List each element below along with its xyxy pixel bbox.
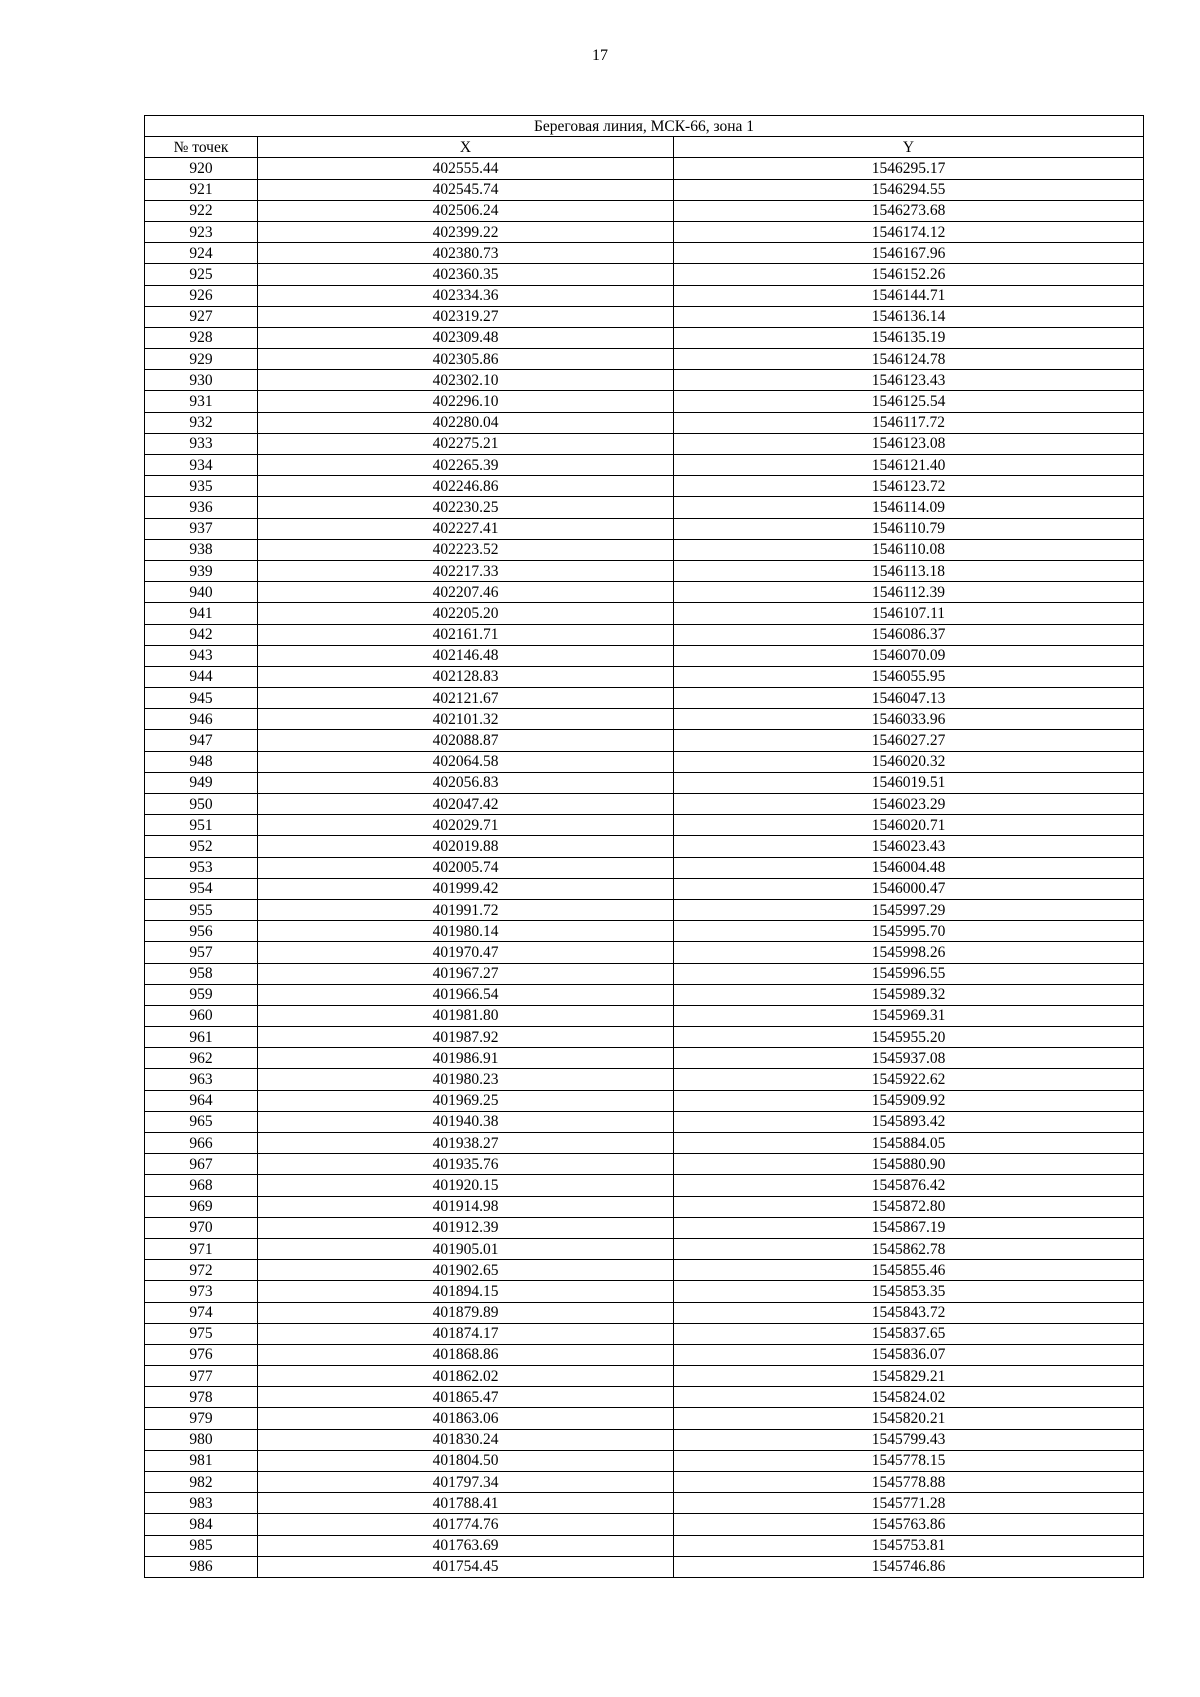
- table-row: [145, 1069, 1144, 1090]
- table-row: [145, 306, 1144, 327]
- y-cell: 1545989.32: [674, 984, 1144, 1005]
- x-cell: 402506.24: [258, 200, 674, 221]
- y-cell: 1545853.35: [674, 1281, 1144, 1302]
- table-row: [145, 836, 1144, 857]
- x-cell: 401754.45: [258, 1556, 674, 1577]
- point-number-cell: 953: [145, 857, 258, 878]
- point-number-cell: 948: [145, 751, 258, 772]
- x-cell: 401879.89: [258, 1302, 674, 1323]
- point-number-cell: 986: [145, 1556, 258, 1577]
- y-cell: 1545909.92: [674, 1090, 1144, 1111]
- table-row: [145, 200, 1144, 221]
- table-row: [145, 942, 1144, 963]
- column-header-point-number: № точек: [145, 137, 258, 158]
- x-cell: 402064.58: [258, 751, 674, 772]
- y-cell: 1546086.37: [674, 624, 1144, 645]
- point-number-cell: 979: [145, 1408, 258, 1429]
- y-cell: 1546020.71: [674, 815, 1144, 836]
- x-cell: 402047.42: [258, 794, 674, 815]
- x-cell: 401912.39: [258, 1217, 674, 1238]
- point-number-cell: 932: [145, 412, 258, 433]
- point-number-cell: 936: [145, 497, 258, 518]
- point-number-cell: 925: [145, 264, 258, 285]
- x-cell: 402121.67: [258, 688, 674, 709]
- point-number-cell: 926: [145, 285, 258, 306]
- point-number-cell: 981: [145, 1450, 258, 1471]
- point-number-cell: 930: [145, 370, 258, 391]
- point-number-cell: 922: [145, 200, 258, 221]
- y-cell: 1546107.11: [674, 603, 1144, 624]
- y-cell: 1545996.55: [674, 963, 1144, 984]
- x-cell: 401804.50: [258, 1450, 674, 1471]
- table-row: [145, 645, 1144, 666]
- x-cell: 401980.23: [258, 1069, 674, 1090]
- y-cell: 1545778.88: [674, 1472, 1144, 1493]
- table-row: [145, 412, 1144, 433]
- x-cell: 402360.35: [258, 264, 674, 285]
- x-cell: 402217.33: [258, 560, 674, 581]
- table-row: [145, 1302, 1144, 1323]
- y-cell: 1546004.48: [674, 857, 1144, 878]
- table-row: [145, 1323, 1144, 1344]
- point-number-cell: 982: [145, 1472, 258, 1493]
- y-cell: 1545969.31: [674, 1005, 1144, 1026]
- table-row: [145, 1111, 1144, 1132]
- y-cell: 1546027.27: [674, 730, 1144, 751]
- table-row: [145, 1175, 1144, 1196]
- column-header-x: X: [258, 137, 674, 158]
- table-row: [145, 476, 1144, 497]
- table-row: [145, 666, 1144, 687]
- x-cell: 402019.88: [258, 836, 674, 857]
- point-number-cell: 937: [145, 518, 258, 539]
- point-number-cell: 975: [145, 1323, 258, 1344]
- point-number-cell: 950: [145, 794, 258, 815]
- point-number-cell: 973: [145, 1281, 258, 1302]
- table-row: [145, 497, 1144, 518]
- point-number-cell: 965: [145, 1111, 258, 1132]
- table-row: [145, 1387, 1144, 1408]
- table-row: [145, 899, 1144, 920]
- x-cell: 401940.38: [258, 1111, 674, 1132]
- y-cell: 1546294.55: [674, 179, 1144, 200]
- y-cell: 1545753.81: [674, 1535, 1144, 1556]
- x-cell: 401894.15: [258, 1281, 674, 1302]
- table-row: [145, 1154, 1144, 1175]
- x-cell: 401902.65: [258, 1260, 674, 1281]
- table-row: [145, 1238, 1144, 1259]
- table-row: [145, 1366, 1144, 1387]
- y-cell: 1545778.15: [674, 1450, 1144, 1471]
- table-title: Береговая линия, МСК-66, зона 1: [145, 116, 1144, 137]
- point-number-cell: 984: [145, 1514, 258, 1535]
- x-cell: 402246.86: [258, 476, 674, 497]
- y-cell: 1545998.26: [674, 942, 1144, 963]
- y-cell: 1546125.54: [674, 391, 1144, 412]
- page-number: 17: [592, 47, 608, 64]
- table-row: [145, 1514, 1144, 1535]
- point-number-cell: 961: [145, 1027, 258, 1048]
- y-cell: 1546121.40: [674, 455, 1144, 476]
- y-cell: 1545955.20: [674, 1027, 1144, 1048]
- point-number-cell: 927: [145, 306, 258, 327]
- table-row: [145, 794, 1144, 815]
- x-cell: 401905.01: [258, 1238, 674, 1259]
- table-row: [145, 264, 1144, 285]
- x-cell: 401966.54: [258, 984, 674, 1005]
- table-row: [145, 560, 1144, 581]
- y-cell: 1545922.62: [674, 1069, 1144, 1090]
- x-cell: 402161.71: [258, 624, 674, 645]
- x-cell: 402230.25: [258, 497, 674, 518]
- x-cell: 402545.74: [258, 179, 674, 200]
- y-cell: 1546114.09: [674, 497, 1144, 518]
- y-cell: 1546152.26: [674, 264, 1144, 285]
- point-number-cell: 943: [145, 645, 258, 666]
- table-row: [145, 391, 1144, 412]
- x-cell: 402334.36: [258, 285, 674, 306]
- y-cell: 1546113.18: [674, 560, 1144, 581]
- y-cell: 1545824.02: [674, 1387, 1144, 1408]
- x-cell: 402088.87: [258, 730, 674, 751]
- point-number-cell: 977: [145, 1366, 258, 1387]
- y-cell: 1545995.70: [674, 921, 1144, 942]
- y-cell: 1545862.78: [674, 1238, 1144, 1259]
- x-cell: 402101.32: [258, 709, 674, 730]
- table-row: [145, 624, 1144, 645]
- point-number-cell: 956: [145, 921, 258, 942]
- y-cell: 1546273.68: [674, 200, 1144, 221]
- point-number-cell: 958: [145, 963, 258, 984]
- x-cell: 401970.47: [258, 942, 674, 963]
- x-cell: 402029.71: [258, 815, 674, 836]
- x-cell: 401986.91: [258, 1048, 674, 1069]
- x-cell: 402380.73: [258, 243, 674, 264]
- table-row: [145, 433, 1144, 454]
- x-cell: 402309.48: [258, 327, 674, 348]
- x-cell: 401763.69: [258, 1535, 674, 1556]
- y-cell: 1546055.95: [674, 666, 1144, 687]
- x-cell: 401868.86: [258, 1344, 674, 1365]
- point-number-cell: 947: [145, 730, 258, 751]
- point-number-cell: 928: [145, 327, 258, 348]
- y-cell: 1545884.05: [674, 1133, 1144, 1154]
- y-cell: 1545771.28: [674, 1493, 1144, 1514]
- point-number-cell: 946: [145, 709, 258, 730]
- point-number-cell: 971: [145, 1238, 258, 1259]
- point-number-cell: 960: [145, 1005, 258, 1026]
- y-cell: 1546110.79: [674, 518, 1144, 539]
- y-cell: 1546019.51: [674, 772, 1144, 793]
- table-row: [145, 857, 1144, 878]
- y-cell: 1545867.19: [674, 1217, 1144, 1238]
- table-row: [145, 1048, 1144, 1069]
- point-number-cell: 964: [145, 1090, 258, 1111]
- x-cell: 401863.06: [258, 1408, 674, 1429]
- point-number-cell: 985: [145, 1535, 258, 1556]
- point-number-cell: 949: [145, 772, 258, 793]
- y-cell: 1546123.08: [674, 433, 1144, 454]
- point-number-cell: 939: [145, 560, 258, 581]
- y-cell: 1546144.71: [674, 285, 1144, 306]
- x-cell: 401938.27: [258, 1133, 674, 1154]
- point-number-cell: 976: [145, 1344, 258, 1365]
- table-row: [145, 984, 1144, 1005]
- point-number-cell: 972: [145, 1260, 258, 1281]
- y-cell: 1545893.42: [674, 1111, 1144, 1132]
- point-number-cell: 969: [145, 1196, 258, 1217]
- point-number-cell: 978: [145, 1387, 258, 1408]
- x-cell: 402319.27: [258, 306, 674, 327]
- table-row: [145, 1535, 1144, 1556]
- table-row: [145, 243, 1144, 264]
- table-row: [145, 603, 1144, 624]
- point-number-cell: 980: [145, 1429, 258, 1450]
- point-number-cell: 920: [145, 158, 258, 179]
- y-cell: 1546295.17: [674, 158, 1144, 179]
- x-cell: 402296.10: [258, 391, 674, 412]
- table-row: [145, 730, 1144, 751]
- x-cell: 401874.17: [258, 1323, 674, 1344]
- y-cell: 1545876.42: [674, 1175, 1144, 1196]
- point-number-cell: 929: [145, 349, 258, 370]
- x-cell: 402399.22: [258, 221, 674, 242]
- y-cell: 1546047.13: [674, 688, 1144, 709]
- y-cell: 1546023.43: [674, 836, 1144, 857]
- x-cell: 401999.42: [258, 878, 674, 899]
- table-row: [145, 1344, 1144, 1365]
- y-cell: 1546070.09: [674, 645, 1144, 666]
- table-row: [145, 1281, 1144, 1302]
- point-number-cell: 968: [145, 1175, 258, 1196]
- table-row: [145, 815, 1144, 836]
- table-row: [145, 179, 1144, 200]
- point-number-cell: 942: [145, 624, 258, 645]
- table-row: [145, 1429, 1144, 1450]
- x-cell: 402555.44: [258, 158, 674, 179]
- y-cell: 1546174.12: [674, 221, 1144, 242]
- y-cell: 1545829.21: [674, 1366, 1144, 1387]
- y-cell: 1546112.39: [674, 582, 1144, 603]
- x-cell: 401865.47: [258, 1387, 674, 1408]
- y-cell: 1546117.72: [674, 412, 1144, 433]
- point-number-cell: 983: [145, 1493, 258, 1514]
- table-row: [145, 921, 1144, 942]
- x-cell: 402128.83: [258, 666, 674, 687]
- point-number-cell: 944: [145, 666, 258, 687]
- x-cell: 402207.46: [258, 582, 674, 603]
- x-cell: 402205.20: [258, 603, 674, 624]
- x-cell: 401987.92: [258, 1027, 674, 1048]
- x-cell: 402265.39: [258, 455, 674, 476]
- point-number-cell: 963: [145, 1069, 258, 1090]
- table-body: [145, 158, 1144, 1578]
- table-row: [145, 1027, 1144, 1048]
- table-row: [145, 878, 1144, 899]
- table-row: [145, 327, 1144, 348]
- point-number-cell: 945: [145, 688, 258, 709]
- table-row: [145, 709, 1144, 730]
- table-row: [145, 1217, 1144, 1238]
- y-cell: 1546020.32: [674, 751, 1144, 772]
- coordinates-table: [144, 115, 1144, 1578]
- point-number-cell: 931: [145, 391, 258, 412]
- x-cell: 402223.52: [258, 539, 674, 560]
- y-cell: 1546136.14: [674, 306, 1144, 327]
- y-cell: 1545746.86: [674, 1556, 1144, 1577]
- x-cell: 401774.76: [258, 1514, 674, 1535]
- y-cell: 1546123.43: [674, 370, 1144, 391]
- y-cell: 1545855.46: [674, 1260, 1144, 1281]
- point-number-cell: 957: [145, 942, 258, 963]
- x-cell: 402056.83: [258, 772, 674, 793]
- x-cell: 402302.10: [258, 370, 674, 391]
- y-cell: 1546167.96: [674, 243, 1144, 264]
- x-cell: 401980.14: [258, 921, 674, 942]
- column-header-y: Y: [674, 137, 1144, 158]
- table-row: [145, 1005, 1144, 1026]
- table-row: [145, 285, 1144, 306]
- point-number-cell: 954: [145, 878, 258, 899]
- table-row: [145, 1408, 1144, 1429]
- y-cell: 1545843.72: [674, 1302, 1144, 1323]
- table-row: [145, 370, 1144, 391]
- table-header-row: [145, 137, 1144, 158]
- x-cell: 401830.24: [258, 1429, 674, 1450]
- table-row: [145, 518, 1144, 539]
- y-cell: 1546123.72: [674, 476, 1144, 497]
- x-cell: 401788.41: [258, 1493, 674, 1514]
- y-cell: 1546110.08: [674, 539, 1144, 560]
- table-row: [145, 582, 1144, 603]
- point-number-cell: 959: [145, 984, 258, 1005]
- table-row: [145, 688, 1144, 709]
- point-number-cell: 941: [145, 603, 258, 624]
- y-cell: 1545937.08: [674, 1048, 1144, 1069]
- point-number-cell: 955: [145, 899, 258, 920]
- y-cell: 1546124.78: [674, 349, 1144, 370]
- x-cell: 402275.21: [258, 433, 674, 454]
- point-number-cell: 924: [145, 243, 258, 264]
- y-cell: 1545872.80: [674, 1196, 1144, 1217]
- point-number-cell: 966: [145, 1133, 258, 1154]
- point-number-cell: 951: [145, 815, 258, 836]
- table-row: [145, 751, 1144, 772]
- point-number-cell: 962: [145, 1048, 258, 1069]
- x-cell: 401991.72: [258, 899, 674, 920]
- y-cell: 1545836.07: [674, 1344, 1144, 1365]
- table-row: [145, 1196, 1144, 1217]
- x-cell: 401935.76: [258, 1154, 674, 1175]
- x-cell: 401797.34: [258, 1472, 674, 1493]
- point-number-cell: 952: [145, 836, 258, 857]
- y-cell: 1546000.47: [674, 878, 1144, 899]
- table-title-row: [145, 116, 1144, 137]
- y-cell: 1545763.86: [674, 1514, 1144, 1535]
- table-row: [145, 158, 1144, 179]
- point-number-cell: 934: [145, 455, 258, 476]
- table-row: [145, 1133, 1144, 1154]
- table-row: [145, 221, 1144, 242]
- point-number-cell: 921: [145, 179, 258, 200]
- table-row: [145, 1472, 1144, 1493]
- x-cell: 401862.02: [258, 1366, 674, 1387]
- point-number-cell: 974: [145, 1302, 258, 1323]
- x-cell: 402227.41: [258, 518, 674, 539]
- y-cell: 1545997.29: [674, 899, 1144, 920]
- x-cell: 402305.86: [258, 349, 674, 370]
- table-row: [145, 963, 1144, 984]
- table-row: [145, 1260, 1144, 1281]
- y-cell: 1545837.65: [674, 1323, 1144, 1344]
- table-row: [145, 1493, 1144, 1514]
- table-row: [145, 539, 1144, 560]
- point-number-cell: 967: [145, 1154, 258, 1175]
- x-cell: 401981.80: [258, 1005, 674, 1026]
- y-cell: 1545820.21: [674, 1408, 1144, 1429]
- table-row: [145, 1450, 1144, 1471]
- point-number-cell: 935: [145, 476, 258, 497]
- y-cell: 1545799.43: [674, 1429, 1144, 1450]
- x-cell: 401920.15: [258, 1175, 674, 1196]
- table-row: [145, 772, 1144, 793]
- x-cell: 401967.27: [258, 963, 674, 984]
- x-cell: 401914.98: [258, 1196, 674, 1217]
- table-row: [145, 1556, 1144, 1577]
- x-cell: 401969.25: [258, 1090, 674, 1111]
- x-cell: 402280.04: [258, 412, 674, 433]
- x-cell: 402005.74: [258, 857, 674, 878]
- table-row: [145, 1090, 1144, 1111]
- y-cell: 1545880.90: [674, 1154, 1144, 1175]
- point-number-cell: 938: [145, 539, 258, 560]
- x-cell: 402146.48: [258, 645, 674, 666]
- point-number-cell: 923: [145, 221, 258, 242]
- y-cell: 1546033.96: [674, 709, 1144, 730]
- y-cell: 1546023.29: [674, 794, 1144, 815]
- point-number-cell: 940: [145, 582, 258, 603]
- table-row: [145, 455, 1144, 476]
- point-number-cell: 933: [145, 433, 258, 454]
- point-number-cell: 970: [145, 1217, 258, 1238]
- y-cell: 1546135.19: [674, 327, 1144, 348]
- table-row: [145, 349, 1144, 370]
